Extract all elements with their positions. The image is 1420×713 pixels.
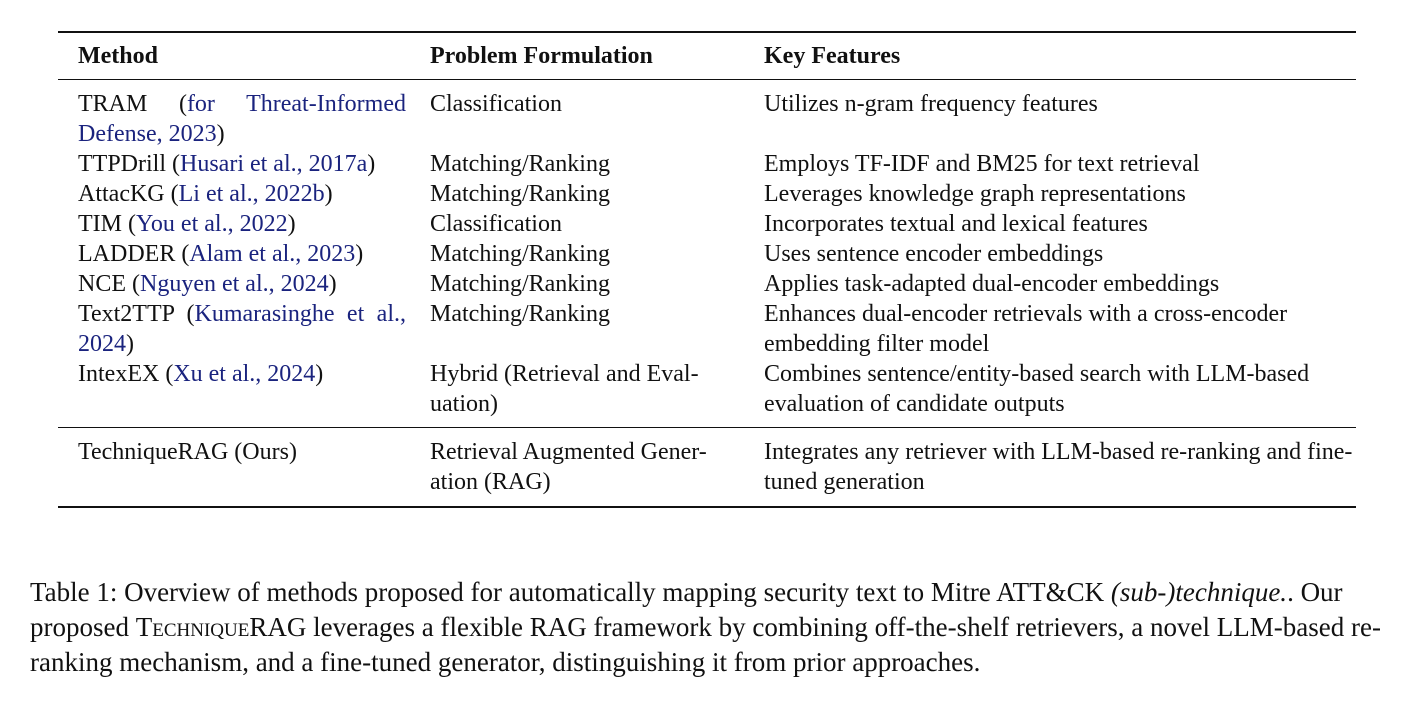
table-row xyxy=(58,359,1356,428)
formulation-cell: Matching/Ranking xyxy=(430,181,610,207)
method-name: TIM xyxy=(78,211,122,237)
methods-table-container xyxy=(58,31,1356,508)
features-cell: Combines sentence/entity-based search with LLM-based evaluation of candidate outputs xyxy=(764,361,1310,417)
table-caption xyxy=(30,575,1400,680)
table-row xyxy=(58,80,1356,150)
table-body xyxy=(58,80,1356,428)
formulation-cell: Classification xyxy=(430,211,562,237)
caption-label: Table 1: xyxy=(30,577,118,607)
method-cell: TIM (You et al., 2022) xyxy=(78,211,296,237)
caption-text-b: . Our proposed xyxy=(30,577,1343,642)
header-key-features: Key Features xyxy=(744,33,1356,80)
features-cell: Enhances dual-encoder retrievals with a cross-encoder embedding filter model xyxy=(764,301,1288,357)
formulation-cell: Classification xyxy=(430,91,562,117)
features-cell: Leverages knowledge graph representations xyxy=(764,181,1186,207)
method-name: TRAM xyxy=(78,91,148,117)
caption-text-a: Overview of methods proposed for automatically mapping security text to Mitre ATT&CK xyxy=(124,577,1105,607)
table-row xyxy=(58,299,1356,359)
method-name: Text2TTP xyxy=(78,301,175,327)
formulation-cell: Hybrid (Retrieval and Eval-uation) xyxy=(430,361,699,417)
features-cell: Applies task-adapted dual-encoder embeddings xyxy=(764,271,1220,297)
method-cell: NCE (Nguyen et al., 2024) xyxy=(78,271,337,297)
features-cell: Incorporates textual and lexical features xyxy=(764,211,1148,237)
citation-link[interactable]: for Threat-Informed Defense, 2023 xyxy=(78,91,406,147)
method-cell: IntexEX (Xu et al., 2024) xyxy=(78,361,324,387)
table-row xyxy=(58,149,1356,179)
method-cell: AttacKG (Li et al., 2022b) xyxy=(78,181,333,207)
citation-link[interactable]: Li et al., 2022b xyxy=(178,181,325,207)
method-name: NCE xyxy=(78,271,126,297)
citation-link[interactable]: Xu et al., 2024 xyxy=(173,361,316,387)
caption-text-c: leverages a flexible RAG framework by combining off-the-shelf retrievers, a novel LLM-based re-ranking mechanism, and a fine-tuned generator, distinguishing it from prior approaches. xyxy=(30,612,1381,677)
citation-link[interactable]: Nguyen et al., 2024 xyxy=(140,271,329,297)
citation-link[interactable]: Kumarasinghe et al., 2024 xyxy=(78,301,406,357)
methods-table xyxy=(58,33,1356,506)
table-row-ours xyxy=(58,428,1356,506)
citation-link[interactable]: Husari et al., 2017a xyxy=(180,151,368,177)
features-cell: Employs TF-IDF and BM25 for text retrieval xyxy=(764,151,1200,177)
method-name: AttacKG xyxy=(78,181,165,207)
formulation-cell-ours: Retrieval Augmented Gener-ation (RAG) xyxy=(430,439,707,495)
method-cell: TRAM (for Threat-Informed Defense, 2023) xyxy=(78,91,406,147)
method-name: TTPDrill xyxy=(78,151,166,177)
formulation-cell: Matching/Ranking xyxy=(430,241,610,267)
caption-italic: (sub-)technique. xyxy=(1110,577,1288,607)
method-name: LADDER xyxy=(78,241,176,267)
features-cell-ours: Integrates any retriever with LLM-based re-ranking and fine-tuned generation xyxy=(764,439,1353,495)
method-name: IntexEX xyxy=(78,361,160,387)
formulation-cell: Matching/Ranking xyxy=(430,301,610,327)
method-cell-ours: TechniqueRAG (Ours) xyxy=(78,439,297,465)
formulation-cell: Matching/Ranking xyxy=(430,151,610,177)
method-cell: LADDER (Alam et al., 2023) xyxy=(78,241,364,267)
features-cell: Utilizes n-gram frequency features xyxy=(764,91,1098,117)
table-row xyxy=(58,239,1356,269)
caption-technique-name: TechniqueRAG xyxy=(135,612,307,642)
header-problem-formulation: Problem Formulation xyxy=(410,33,744,80)
citation-link[interactable]: Alam et al., 2023 xyxy=(189,241,356,267)
features-cell: Uses sentence encoder embeddings xyxy=(764,241,1104,267)
method-cell: Text2TTP (Kumarasinghe et al., 2024) xyxy=(78,301,406,357)
table-row xyxy=(58,269,1356,299)
table-bottom-rule xyxy=(58,506,1356,508)
formulation-cell: Matching/Ranking xyxy=(430,271,610,297)
citation-link[interactable]: You et al., 2022 xyxy=(136,211,288,237)
table-header-row xyxy=(58,33,1356,80)
table-row xyxy=(58,179,1356,209)
ours-body xyxy=(58,428,1356,506)
table-row xyxy=(58,209,1356,239)
header-method: Method xyxy=(58,33,410,80)
method-cell: TTPDrill (Husari et al., 2017a) xyxy=(78,151,376,177)
